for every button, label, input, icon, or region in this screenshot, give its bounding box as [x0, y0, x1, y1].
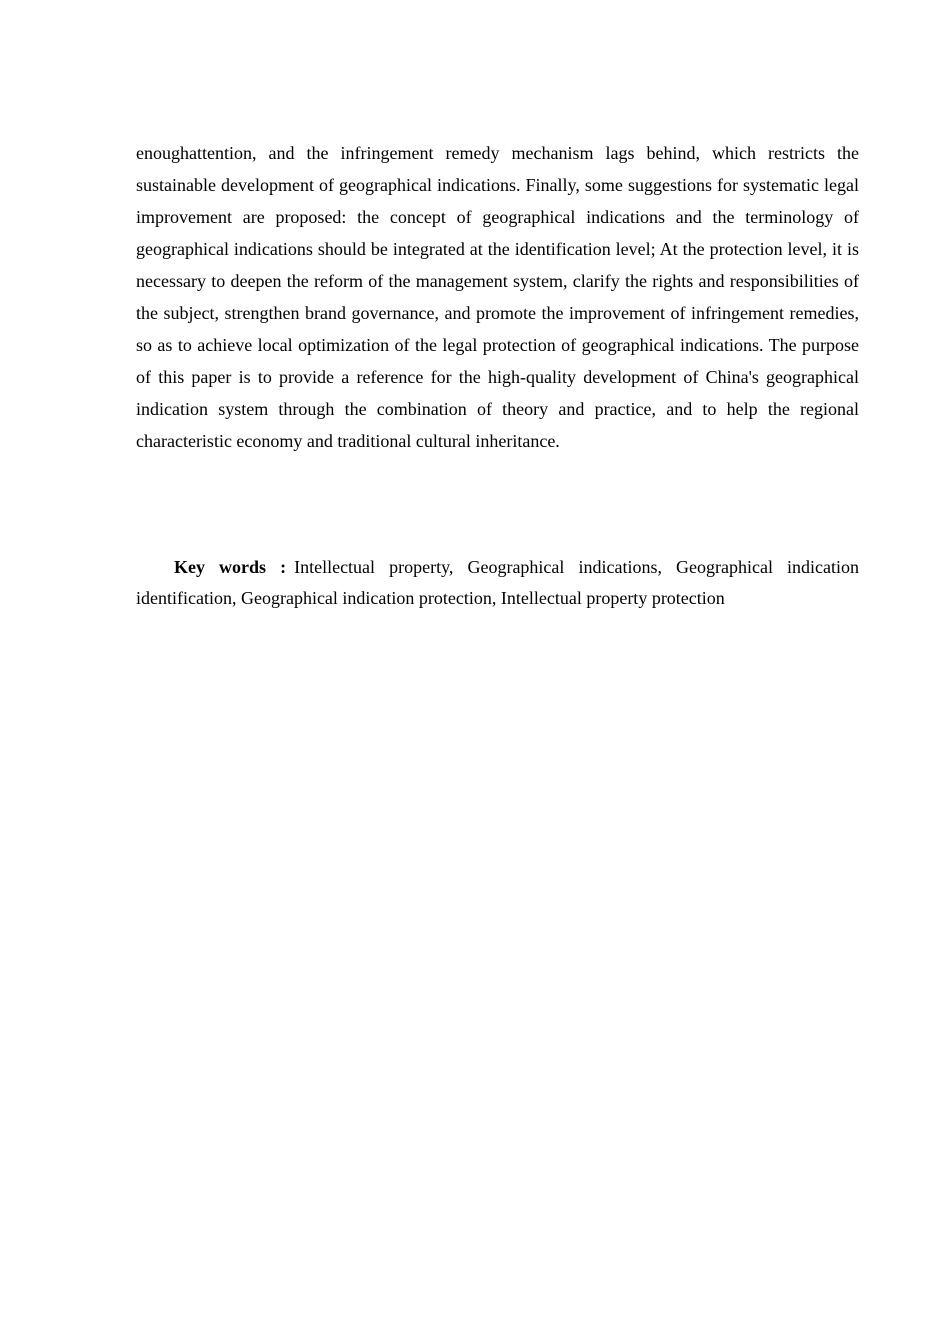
keywords-list: Intellectual property, Geographical indications, Geographical indication identification, Geographical indication protection, Intellectual property protection [136, 557, 859, 608]
abstract-paragraph: enoughattention, and the infringement remedy mechanism lags behind, which restricts the sustainable development of geographical indications. Finally, some suggestions for systematic legal improvement are proposed: the concept of geographical indications and the terminology of geographical indications should be integrated at the identification level; At the protection level, it is necessary to deepen the reform of the management system, clarify the rights and responsibilities of the subject, strengthen brand governance, and promote the improvement of infringement remedies, so as to achieve local optimization of the legal protection of geographical indications. The purpose of this paper is to provide a reference for the high-quality development of China's geographical indication system through the combination of theory and practice, and to help the regional characteristic economy and traditional cultural inheritance. [136, 143, 859, 451]
keywords-paragraph [136, 552, 859, 614]
keywords-label: Key words : [174, 557, 287, 577]
